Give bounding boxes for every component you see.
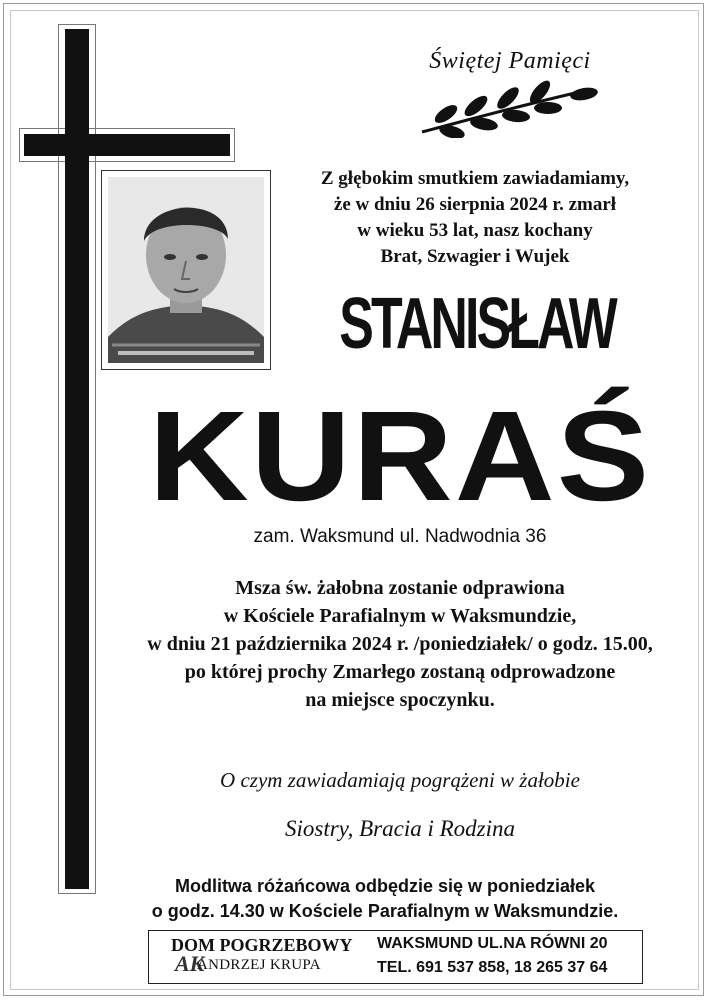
rosary-line: o godz. 14.30 w Kościele Parafialnym w Waksmundzie.	[151, 901, 619, 921]
announcement-line: Z głębokim smutkiem zawiadamiamy,	[320, 168, 630, 189]
portrait-frame	[101, 170, 271, 370]
deceased-address: zam. Waksmund ul. Nadwodnia 36	[253, 526, 547, 547]
mass-line: po której prochy Zmarłego zostaną odprowadzone	[184, 661, 616, 683]
mass-details	[100, 574, 700, 714]
announcement-line: że w dniu 26 sierpnia 2024 r. zmarł	[333, 194, 617, 215]
funeral-home-owner: ANDRZEJ KRUPA	[197, 957, 321, 973]
mass-line: w Kościele Parafialnym w Waksmundzie,	[223, 605, 577, 627]
mass-line: Msza św. żałobna zostanie odprawiona	[235, 577, 565, 599]
family-line: Siostry, Bracia i Rodzina	[285, 816, 515, 841]
funeral-home-phone: TEL. 691 537 858, 18 265 37 64	[377, 959, 608, 976]
funeral-home-box	[148, 930, 643, 984]
portrait-photo	[108, 177, 264, 363]
laurel-branch-icon	[418, 80, 598, 138]
announcement-line: Brat, Szwagier i Wujek	[380, 246, 570, 267]
heading: Świętej Pamięci	[429, 48, 591, 74]
cross-horizontal-bar	[24, 134, 230, 156]
deceased-last-name: KURAŚ	[148, 385, 652, 528]
funeral-home-address: WAKSMUND UL.NA RÓWNI 20	[377, 935, 608, 952]
deceased-first-name: STANISŁAW	[339, 284, 615, 364]
funeral-home-logo: AK	[175, 951, 205, 976]
notify-line: O czym zawiadamiają pogrążeni w żałobie	[220, 768, 580, 792]
cross-vertical-bar	[65, 29, 89, 889]
mass-line: w dniu 21 października 2024 r. /poniedziałek/ o godz. 15.00,	[147, 633, 653, 655]
funeral-home-name: DOM POGRZEBOWY	[171, 935, 353, 955]
rosary-line: Modlitwa różańcowa odbędzie się w poniedziałek	[174, 876, 596, 896]
announcement	[275, 166, 675, 270]
rosary-notice	[60, 874, 709, 924]
announcement-line: w wieku 53 lat, nasz kochany	[357, 220, 593, 241]
mass-line: na miejsce spoczynku.	[305, 689, 495, 711]
